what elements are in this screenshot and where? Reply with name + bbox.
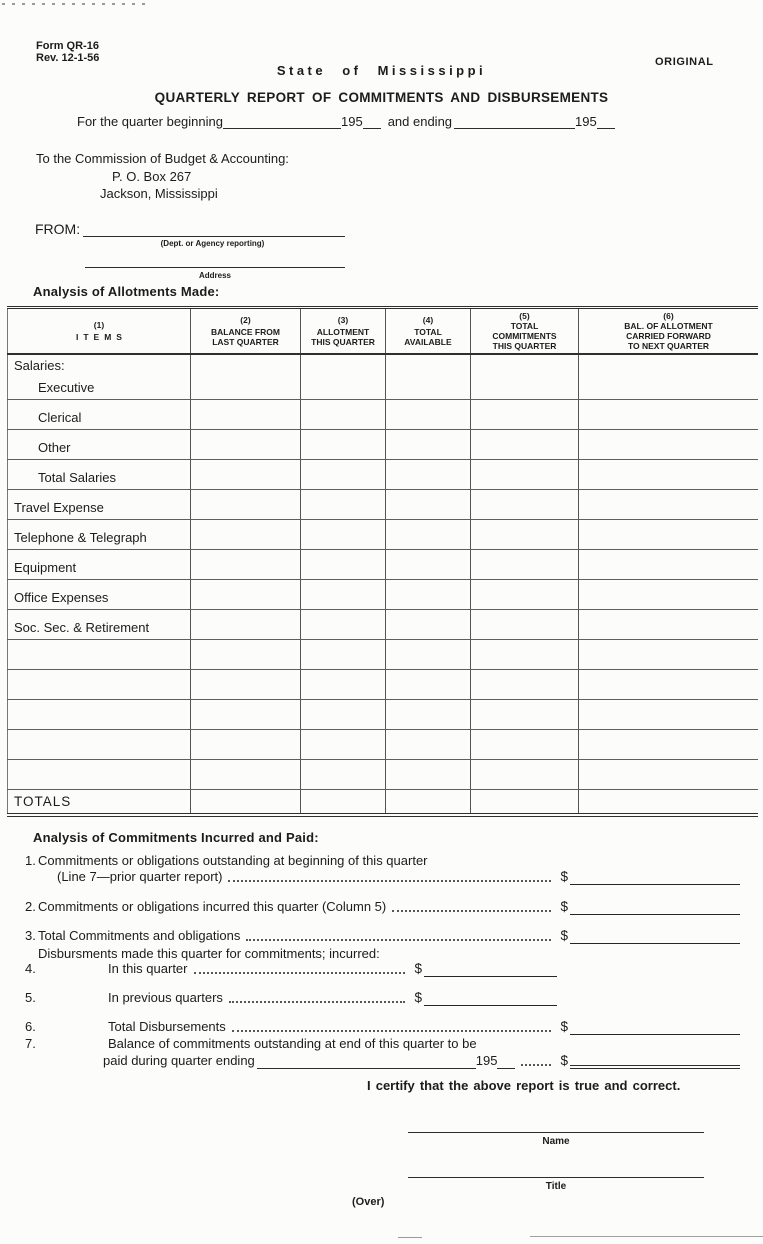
col-2-label-line-2: LAST QUARTER	[212, 337, 279, 347]
empty-cell	[386, 789, 471, 815]
item-7-line-2	[103, 1052, 740, 1069]
quarter-fill-in-line	[77, 112, 643, 129]
empty-cell	[301, 459, 386, 489]
dollar-sign: $	[560, 869, 568, 884]
addressee-line-1: To the Commission of Budget & Accounting:	[36, 151, 289, 166]
empty-cell	[386, 669, 471, 699]
row-clerical	[8, 399, 759, 429]
dotted-leader	[194, 972, 406, 974]
row-label-other: Other	[8, 429, 191, 459]
empty-cell	[386, 699, 471, 729]
row-soc-sec-retirement	[8, 609, 759, 639]
empty-cell	[191, 519, 301, 549]
col-5-label-line-2: COMMITMENTS	[492, 331, 557, 341]
empty-cell	[471, 639, 579, 669]
empty-cell	[8, 639, 191, 669]
from-row	[35, 219, 345, 237]
addressee-line-3: Jackson, Mississippi	[100, 186, 218, 201]
year-blank-line	[497, 1056, 515, 1069]
item-2-text: Commitments or obligations incurred this quarter (Column 5)	[38, 899, 387, 914]
item-1-line-1	[25, 853, 740, 869]
addressee-line-2: P. O. Box 267	[112, 168, 192, 184]
empty-cell	[301, 519, 386, 549]
item-4-text: In this quarter	[108, 961, 188, 976]
amount-blank-line	[424, 963, 557, 977]
quarter-ending-blank-line	[257, 1056, 476, 1069]
col-4-number: (4)	[422, 315, 434, 325]
dotted-leader	[521, 1064, 551, 1066]
addressee-block	[36, 150, 289, 203]
item-7-line-1	[25, 1036, 740, 1052]
dotted-leader	[392, 910, 551, 912]
dotted-leader	[232, 1030, 552, 1032]
item-1-text-2: (Line 7—prior quarter report)	[57, 869, 223, 884]
empty-cell	[579, 549, 759, 579]
item-6-row	[25, 1019, 740, 1035]
quarter-end-blank-line	[454, 116, 575, 129]
form-number-line: Form QR-16	[36, 40, 99, 52]
row-label-clerical: Clerical	[8, 399, 191, 429]
empty-cell	[8, 759, 191, 789]
from-blank-line	[83, 224, 345, 237]
empty-cell	[471, 729, 579, 759]
row-label-soc-sec-retirement: Soc. Sec. & Retirement	[8, 609, 191, 639]
empty-cell	[471, 354, 579, 399]
row-salaries-executive	[8, 354, 759, 399]
item-5-text: In previous quarters	[108, 990, 223, 1005]
empty-cell	[579, 399, 759, 429]
col-1-number: (1)	[93, 320, 105, 330]
item-3-row	[25, 928, 740, 944]
empty-cell	[579, 669, 759, 699]
amount-blank-line	[570, 1021, 740, 1035]
dept-caption: (Dept. or Agency reporting)	[160, 239, 265, 248]
empty-cell	[301, 489, 386, 519]
empty-cell	[471, 669, 579, 699]
empty-cell	[386, 759, 471, 789]
empty-cell	[191, 609, 301, 639]
empty-cell	[386, 609, 471, 639]
item-6-text: Total Disbursements	[108, 1019, 226, 1034]
empty-cell	[579, 759, 759, 789]
item-5-number: 5.	[25, 990, 36, 1005]
empty-cell	[386, 489, 471, 519]
row-label-salaries: Salaries:	[14, 357, 65, 373]
empty-cell	[471, 609, 579, 639]
empty-cell	[191, 354, 301, 399]
item-3-text: Total Commitments and obligations	[38, 928, 241, 943]
empty-cell	[301, 549, 386, 579]
empty-cell	[191, 399, 301, 429]
empty-cell	[386, 549, 471, 579]
item-7-year: 195	[475, 1053, 498, 1068]
amount-blank-line	[570, 901, 740, 915]
address-caption: Address	[198, 271, 231, 280]
row-label-telephone-telegraph: Telephone & Telegraph	[8, 519, 191, 549]
row-telephone-telegraph	[8, 519, 759, 549]
empty-cell	[386, 639, 471, 669]
row-total-salaries	[8, 459, 759, 489]
empty-cell	[579, 519, 759, 549]
empty-cell	[301, 759, 386, 789]
empty-cell	[386, 729, 471, 759]
blank-row	[8, 699, 759, 729]
name-label: Name	[542, 1136, 570, 1147]
quarter-year-b: 195	[575, 114, 597, 129]
empty-cell	[301, 789, 386, 815]
empty-cell	[579, 729, 759, 759]
scan-artifact-bottom-dash	[398, 1237, 422, 1238]
empty-cell	[471, 549, 579, 579]
item-1-line-2	[57, 869, 740, 885]
col-3-label-line-1: ALLOTMENT	[316, 327, 370, 337]
empty-cell	[8, 729, 191, 759]
empty-cell	[579, 699, 759, 729]
col-6-label-line-2: CARRIED FORWARD	[626, 331, 711, 341]
empty-cell	[301, 354, 386, 399]
row-travel-expense	[8, 489, 759, 519]
totals-label: TOTALS	[8, 789, 191, 815]
dollar-sign: $	[560, 1053, 568, 1068]
quarter-prefix: For the quarter beginning	[77, 114, 223, 129]
empty-cell	[191, 789, 301, 815]
empty-cell	[471, 399, 579, 429]
empty-cell	[191, 549, 301, 579]
scan-artifact-top-dashes	[2, 3, 148, 5]
empty-cell	[386, 579, 471, 609]
empty-cell	[579, 429, 759, 459]
empty-cell	[579, 609, 759, 639]
col-6-label-line-3: TO NEXT QUARTER	[627, 341, 710, 351]
item-4-number: 4.	[25, 961, 36, 976]
col-3-number: (3)	[337, 315, 349, 325]
row-label-executive: Executive	[38, 379, 95, 395]
empty-cell	[471, 519, 579, 549]
empty-cell	[471, 429, 579, 459]
empty-cell	[471, 489, 579, 519]
quarter-year-a-blank	[363, 116, 381, 129]
item-2-number: 2.	[25, 899, 36, 914]
allotments-section-title: Analysis of Allotments Made:	[33, 284, 220, 299]
col-header-items	[8, 308, 191, 355]
row-equipment	[8, 549, 759, 579]
blank-row	[8, 729, 759, 759]
empty-cell	[471, 699, 579, 729]
quarter-year-b-blank	[597, 116, 615, 129]
report-title: QUARTERLY REPORT OF COMMITMENTS AND DISBURSEMENTS	[154, 90, 609, 105]
empty-cell	[191, 669, 301, 699]
empty-cell	[301, 399, 386, 429]
empty-cell	[471, 579, 579, 609]
row-label-equipment: Equipment	[8, 549, 191, 579]
blank-row	[8, 669, 759, 699]
dotted-leader	[228, 880, 551, 882]
amount-blank-line	[570, 871, 740, 885]
empty-cell	[8, 699, 191, 729]
state-title: State of Mississippi	[276, 63, 487, 78]
empty-cell	[191, 429, 301, 459]
commitments-section-title: Analysis of Commitments Incurred and Paid:	[33, 830, 319, 845]
empty-cell	[386, 429, 471, 459]
empty-cell	[301, 609, 386, 639]
certification-statement: I certify that the above report is true and correct.	[367, 1078, 681, 1093]
empty-cell	[579, 639, 759, 669]
row-label-cell	[8, 354, 191, 399]
col-4-label-line-2: AVAILABLE	[404, 337, 452, 347]
table-header-row	[8, 308, 759, 355]
row-label-total-salaries: Total Salaries	[8, 459, 191, 489]
empty-cell	[191, 579, 301, 609]
empty-cell	[386, 354, 471, 399]
row-label-travel-expense: Travel Expense	[8, 489, 191, 519]
item-7-text: Balance of commitments outstanding at end of this quarter to be	[108, 1036, 477, 1051]
empty-cell	[191, 759, 301, 789]
empty-cell	[301, 579, 386, 609]
col-2-number: (2)	[240, 315, 251, 325]
empty-cell	[386, 399, 471, 429]
col-5-label-line-1: TOTAL	[510, 321, 539, 331]
dollar-sign: $	[560, 1019, 568, 1034]
col-header-balance-from-last-quarter	[191, 308, 301, 355]
col-3-label-line-2: THIS QUARTER	[311, 337, 375, 347]
item-4-row	[25, 961, 557, 977]
title-label: Title	[545, 1181, 567, 1192]
col-header-total-commitments	[471, 308, 579, 355]
dollar-sign: $	[414, 961, 422, 976]
empty-cell	[301, 639, 386, 669]
empty-cell	[386, 519, 471, 549]
item-6-number: 6.	[25, 1019, 36, 1034]
col-5-label-line-3: THIS QUARTER	[492, 341, 557, 351]
empty-cell	[191, 729, 301, 759]
dollar-sign: $	[560, 928, 568, 943]
from-label: FROM:	[35, 221, 81, 237]
scan-artifact-bottom-line	[530, 1236, 763, 1237]
empty-cell	[579, 459, 759, 489]
row-office-expenses	[8, 579, 759, 609]
empty-cell	[471, 459, 579, 489]
row-label-office-expenses: Office Expenses	[8, 579, 191, 609]
empty-cell	[301, 729, 386, 759]
empty-cell	[301, 669, 386, 699]
col-2-label-line-1: BALANCE FROM	[211, 327, 280, 337]
disbursements-subheading: Disbursments made this quarter for commitments; incurred:	[38, 946, 380, 961]
empty-cell	[579, 789, 759, 815]
empty-cell	[191, 489, 301, 519]
item-3-number: 3.	[25, 928, 36, 943]
amount-blank-line	[424, 992, 557, 1006]
empty-cell	[191, 639, 301, 669]
empty-cell	[471, 789, 579, 815]
dollar-sign: $	[560, 899, 568, 914]
empty-cell	[191, 699, 301, 729]
empty-cell	[579, 579, 759, 609]
blank-row	[8, 759, 759, 789]
commitments-section	[25, 830, 740, 1069]
empty-cell	[579, 489, 759, 519]
empty-cell	[579, 354, 759, 399]
quarter-middle-text: and ending	[387, 114, 453, 129]
item-5-row	[25, 990, 557, 1006]
address-blank-line	[85, 253, 345, 268]
col-4-label-line-1: TOTAL	[414, 327, 442, 337]
col-5-number: (5)	[519, 311, 530, 321]
title-signature-line	[408, 1163, 704, 1178]
quarter-begin-blank-line	[223, 116, 341, 129]
col-header-balance-carried-forward	[579, 308, 759, 355]
col-1-label: ITEMS	[76, 332, 127, 342]
amount-blank-line-double	[570, 1052, 740, 1069]
item-7-text-2: paid during quarter ending	[103, 1053, 255, 1068]
col-6-label-line-1: BAL. OF ALLOTMENT	[624, 321, 713, 331]
dotted-leader	[246, 939, 551, 941]
form-number	[36, 41, 99, 64]
name-signature-line	[408, 1118, 704, 1133]
row-other	[8, 429, 759, 459]
quarter-year-a: 195	[340, 114, 363, 129]
col-header-allotment-this-quarter	[301, 308, 386, 355]
amount-blank-line	[570, 930, 740, 944]
item-2-row	[25, 899, 740, 915]
empty-cell	[471, 759, 579, 789]
totals-row	[8, 789, 759, 815]
item-1-text: Commitments or obligations outstanding at beginning of this quarter	[38, 853, 428, 868]
empty-cell	[8, 669, 191, 699]
copy-label: ORIGINAL	[655, 56, 714, 68]
col-6-number: (6)	[663, 311, 674, 321]
allotments-table	[7, 306, 758, 817]
empty-cell	[301, 699, 386, 729]
item-7-number: 7.	[25, 1036, 36, 1051]
form-revision-line: Rev. 12-1-56	[36, 51, 100, 64]
dollar-sign: $	[414, 990, 422, 1005]
item-1-number: 1.	[25, 853, 36, 868]
empty-cell	[301, 429, 386, 459]
empty-cell	[191, 459, 301, 489]
dotted-leader	[229, 1001, 406, 1003]
over-label: (Over)	[352, 1196, 385, 1208]
col-header-total-available	[386, 308, 471, 355]
blank-row	[8, 639, 759, 669]
empty-cell	[386, 459, 471, 489]
